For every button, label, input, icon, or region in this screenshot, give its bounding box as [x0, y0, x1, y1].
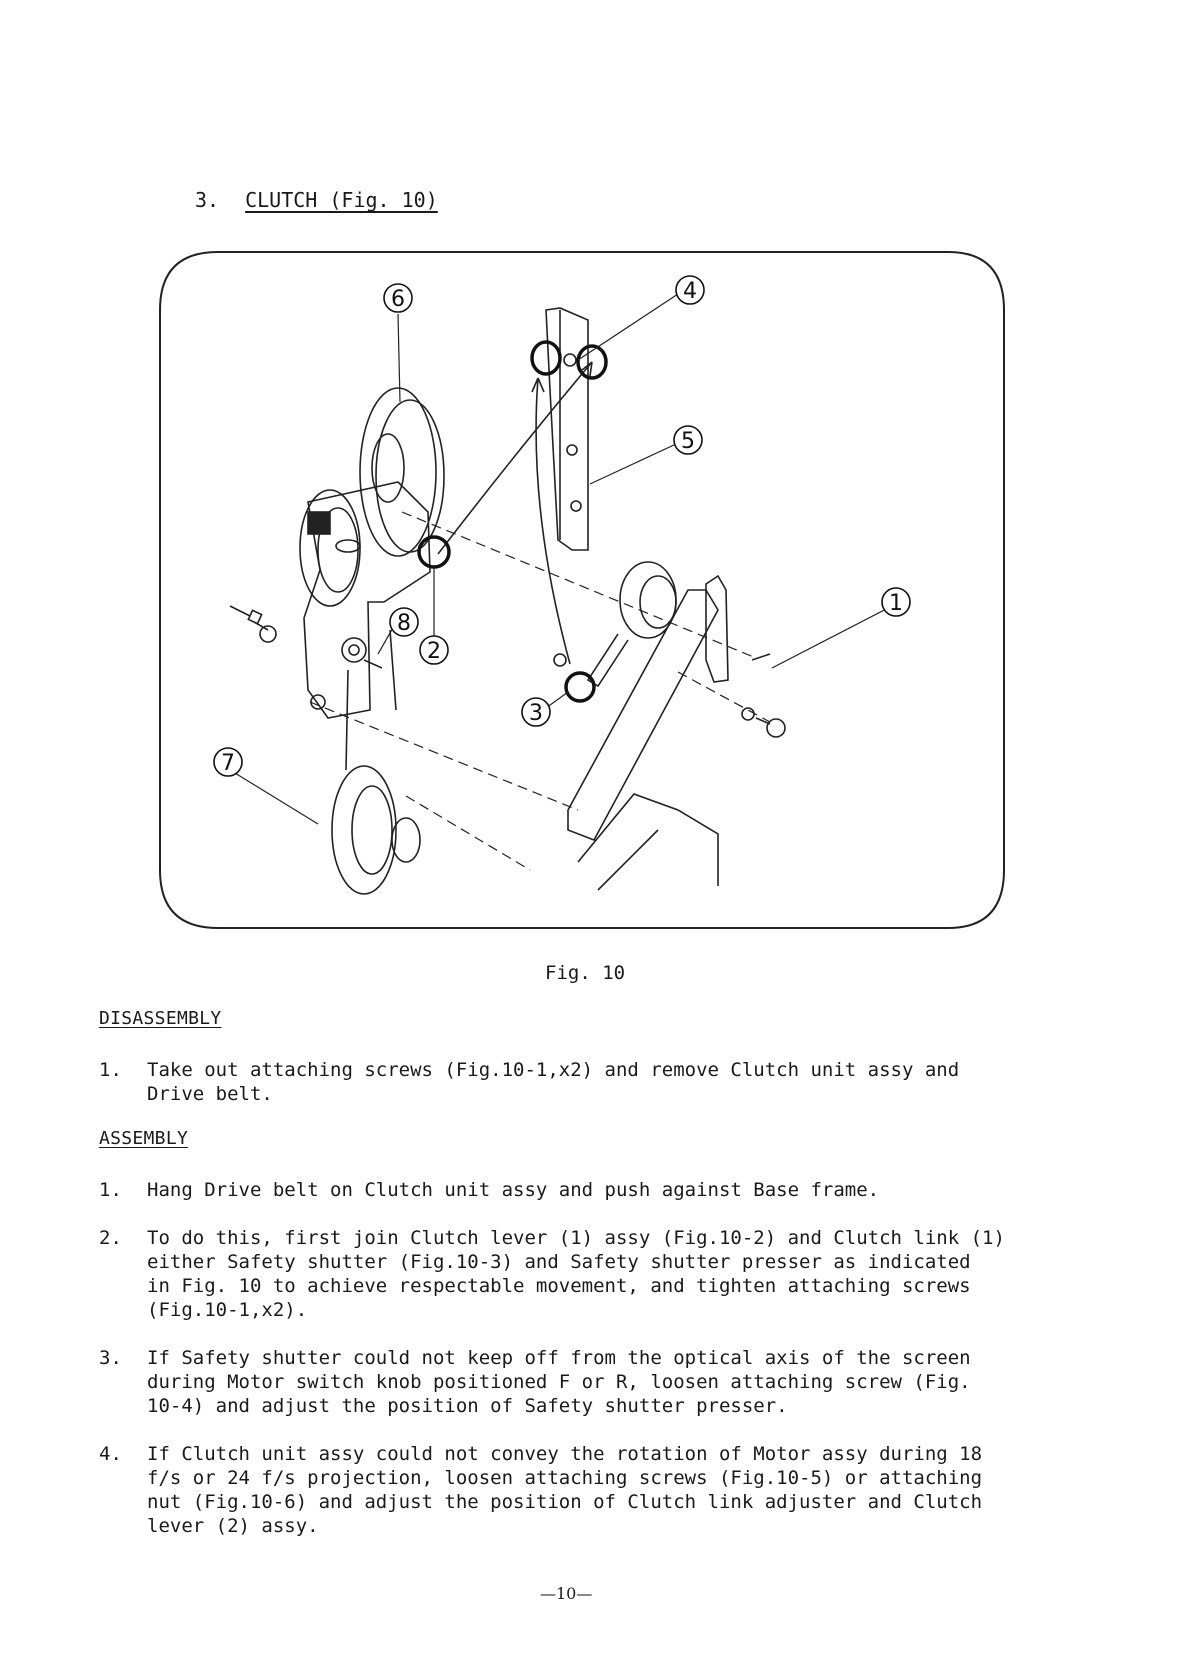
svg-text:4: 4: [683, 279, 697, 304]
step-text: Hang Drive belt on Clutch unit assy and push against Base frame.: [147, 1179, 880, 1201]
step-number: 1.: [99, 1179, 122, 1201]
alignment-lines: [310, 512, 770, 870]
drive-belt: [346, 630, 396, 770]
step-number: 2.: [99, 1227, 122, 1249]
svg-text:5: 5: [681, 429, 695, 454]
callout-3: [522, 698, 550, 726]
mechanism-drawing: [230, 308, 785, 894]
svg-text:8: 8: [397, 611, 411, 636]
motion-arrows: [438, 362, 592, 664]
svg-text:6: 6: [391, 287, 405, 312]
callout-6: [384, 284, 412, 312]
lower-pulley: [332, 766, 396, 894]
step-text: If Safety shutter could not keep off from the optical axis of the screen during Motor switch knob positioned F or R, loosen attaching screw (Fig. 10-4) and adjust the position of Safety shutter presser.: [147, 1347, 971, 1417]
leader-lines: [230, 294, 892, 824]
clutch-diagram: [158, 250, 1006, 930]
base-bar: [568, 590, 718, 840]
callout-1: [882, 588, 910, 616]
section-title: CLUTCH (Fig. 10): [245, 188, 438, 212]
svg-text:7: 7: [221, 751, 235, 776]
step-text: Take out attaching screws (Fig.10-1,x2) and remove Clutch unit assy and Drive belt.: [147, 1059, 960, 1105]
svg-text:3: 3: [529, 701, 543, 726]
page-number: —10—: [540, 1584, 593, 1603]
section-number: 3.: [195, 188, 220, 212]
svg-text:2: 2: [427, 639, 441, 664]
callout-8: [390, 608, 418, 636]
step-text: If Clutch unit assy could not convey the rotation of Motor assy during 18 f/s or 24 f/s projection, loosen attaching screws (Fig.10-5) or attaching nut (Fig.10-6) and adjust the position of Clutch link adjuster and Clutch lever (2) assy.: [147, 1443, 983, 1537]
callout-2: [420, 636, 448, 664]
callout-5: [674, 426, 702, 454]
svg-text:1: 1: [889, 591, 903, 616]
callout-7: [214, 748, 242, 776]
callout-4: [676, 276, 704, 304]
disassembly-title: DISASSEMBLY: [99, 1008, 222, 1029]
step-number: 3.: [99, 1347, 122, 1369]
figure-10: [158, 250, 1006, 930]
step-number: 1.: [99, 1059, 122, 1081]
step-number: 4.: [99, 1443, 122, 1465]
section-heading: [195, 188, 438, 212]
assembly-title: ASSEMBLY: [99, 1128, 189, 1149]
figure-caption: Fig. 10: [545, 962, 626, 984]
step-text: To do this, first join Clutch lever (1) assy (Fig.10-2) and Clutch link (1) either Safety shutter (Fig.10-3) and Safety shutter presser as indicated in Fig. 10 to achieve respectable movement, and tighten attaching screws (Fig.10-1,x2).: [147, 1227, 1005, 1321]
